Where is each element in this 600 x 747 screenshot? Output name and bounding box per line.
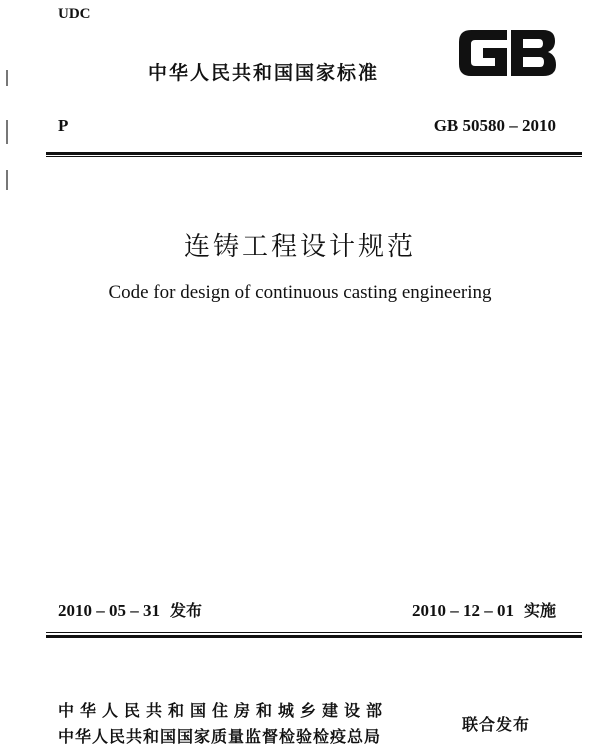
publish-date [58,598,202,621]
publish-date-value: 2010 – 05 – 31 [58,601,160,620]
document-title-chinese: 连铸工程设计规范 [183,232,416,262]
binding-mark [6,70,8,86]
binding-mark [6,170,8,190]
national-standard-heading: 中华人民共和国国家标准 [148,62,380,84]
issuer-aqsiq: 中华人民共和国国家质量监督检验检疫总局 [58,727,382,746]
effective-date [412,598,556,621]
binding-mark [6,120,8,144]
classification-code: P [58,116,69,135]
gb-logo [455,24,559,82]
header-rule-thin [46,156,582,157]
standard-number: GB 50580 – 2010 [433,116,556,135]
publish-label: 发布 [170,601,203,620]
effective-label: 实施 [523,601,556,620]
udc-label: UDC [58,6,91,22]
issuer-ministry-housing: 中华人民共和国住房和城乡建设部 [58,701,389,720]
effective-date-value: 2010 – 12 – 01 [411,601,514,620]
footer-rule-thick [46,635,582,638]
joint-issue-label: 联合发布 [462,715,531,734]
document-title-english: Code for design of continuous casting engineering [108,282,492,303]
footer-rule-thin [46,632,582,633]
header-rule-thick [46,152,582,155]
